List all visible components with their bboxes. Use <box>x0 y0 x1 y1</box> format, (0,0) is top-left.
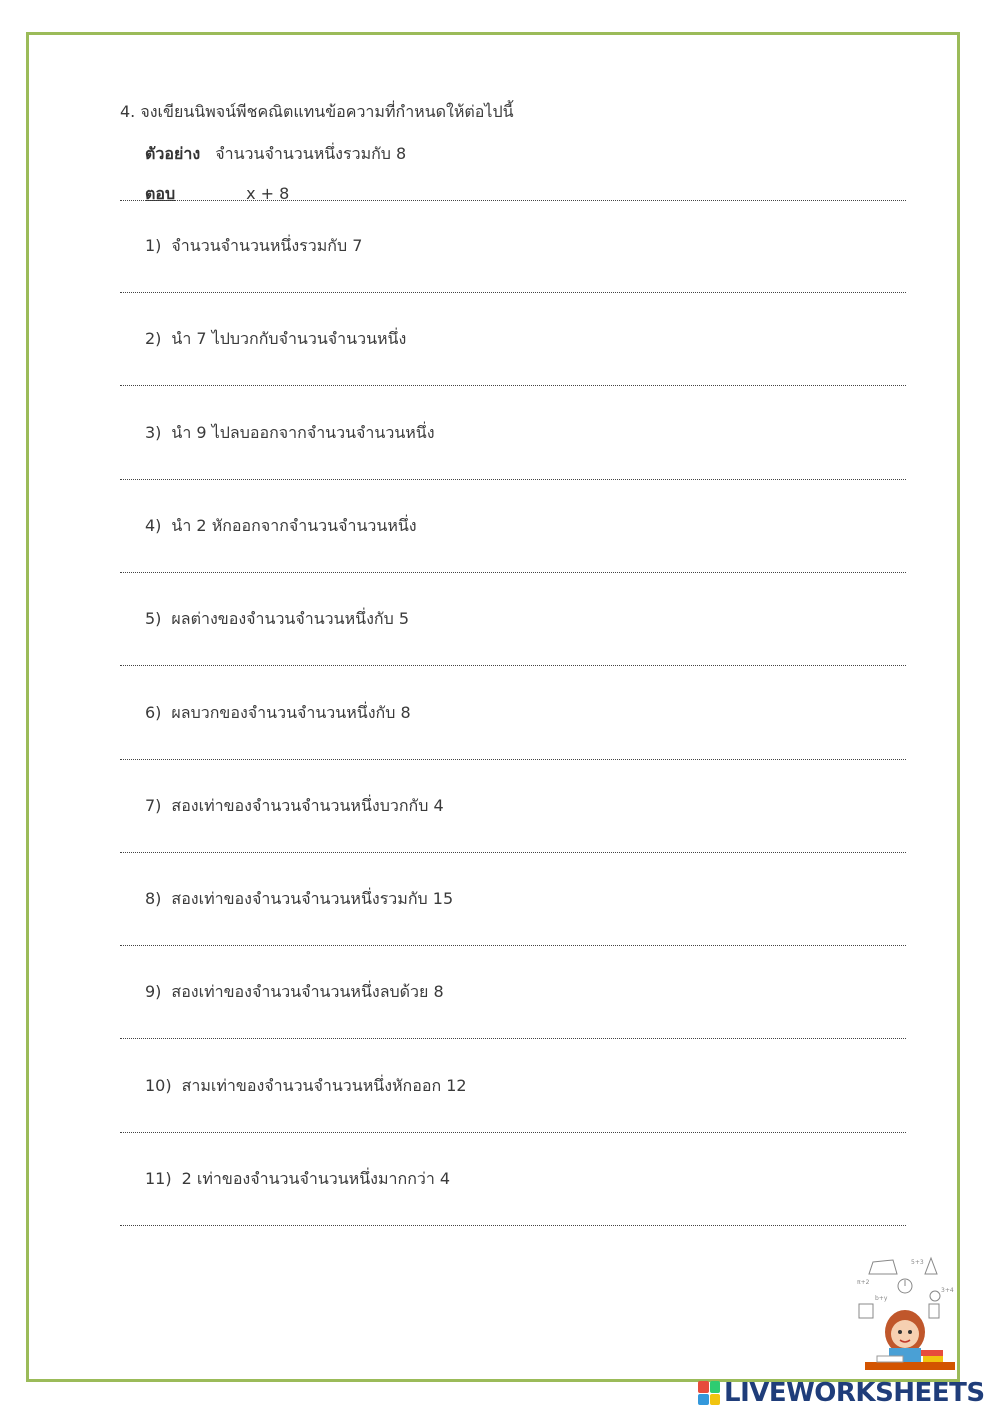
example-answer-text: x + 8 <box>246 184 290 203</box>
question-text: สองเท่าของจำนวนจำนวนหนึ่งรวมกับ 15 <box>171 889 454 909</box>
question-number: 3) <box>145 422 162 442</box>
answer-line[interactable] <box>120 479 906 480</box>
instruction-heading: 4. จงเขียนนิพจน์พีชคณิตแทนข้อความที่กำหนดให้ต่อไปนี้ <box>120 102 514 121</box>
question-item <box>145 234 362 259</box>
answer-line[interactable] <box>120 852 906 853</box>
answer-line[interactable] <box>120 1038 906 1039</box>
liveworksheets-logo <box>698 1378 985 1408</box>
question-text: จำนวนจำนวนหนึ่งรวมกับ 7 <box>171 236 363 255</box>
question-text: นำ 2 หักออกจากจำนวนจำนวนหนึ่ง <box>171 515 417 535</box>
example-text: จำนวนจำนวนหนึ่งรวมกับ 8 <box>215 144 407 163</box>
question-text: สองเท่าของจำนวนจำนวนหนึ่งบวกกับ 4 <box>171 795 444 815</box>
question-item <box>145 794 444 819</box>
svg-text:π+2: π+2 <box>857 1279 870 1286</box>
question-item <box>145 701 411 726</box>
question-text: 2 เท่าของจำนวนจำนวนหนึ่งมากกว่า 4 <box>181 1169 451 1188</box>
question-text: นำ 9 ไปลบออกจากจำนวนจำนวนหนึ่ง <box>171 422 435 442</box>
question-number: 9) <box>145 982 162 1002</box>
question-number: 6) <box>145 702 162 722</box>
example-answer-row <box>145 182 289 207</box>
question-text: สองเท่าของจำนวนจำนวนหนึ่งลบด้วย 8 <box>171 982 444 1002</box>
example-answer-line <box>120 200 906 201</box>
question-item <box>145 1167 450 1192</box>
answer-line[interactable] <box>120 945 906 946</box>
question-number: 2) <box>145 329 162 349</box>
question-text: นำ 7 ไปบวกกับจำนวนจำนวนหนึ่ง <box>171 329 407 349</box>
question-item <box>145 421 435 446</box>
question-number: 10) <box>145 1075 172 1095</box>
svg-text:5+3: 5+3 <box>911 1259 924 1266</box>
answer-line[interactable] <box>120 385 906 386</box>
logo-mark-icon <box>698 1381 720 1405</box>
question-item <box>145 514 417 539</box>
question-number: 7) <box>145 795 162 815</box>
example-label: ตัวอย่าง <box>145 144 201 163</box>
answer-line[interactable] <box>120 759 906 760</box>
answer-line[interactable] <box>120 1132 906 1133</box>
answer-line[interactable] <box>120 572 906 573</box>
question-item <box>145 607 409 632</box>
svg-text:b+y: b+y <box>875 1295 888 1302</box>
question-item <box>145 980 444 1005</box>
answer-line[interactable] <box>120 1225 906 1226</box>
question-number: 4) <box>145 515 162 535</box>
answer-label: ตอบ <box>145 184 176 203</box>
logo-text: LIVEWORKSHEETS <box>724 1378 985 1408</box>
svg-text:3+4: 3+4 <box>941 1287 954 1294</box>
student-illustration <box>855 1252 965 1382</box>
question-number: 5) <box>145 609 162 629</box>
question-number: 8) <box>145 889 162 909</box>
question-item <box>145 327 406 352</box>
question-item <box>145 887 453 912</box>
answer-line[interactable] <box>120 665 906 666</box>
example-row <box>145 142 406 167</box>
question-text: ผลบวกของจำนวนจำนวนหนึ่งกับ 8 <box>171 702 411 722</box>
question-text: ผลต่างของจำนวนจำนวนหนึ่งกับ 5 <box>171 609 409 629</box>
question-item <box>145 1074 467 1099</box>
answer-line[interactable] <box>120 292 906 293</box>
question-number: 11) <box>145 1169 172 1188</box>
question-text: สามเท่าของจำนวนจำนวนหนึ่งหักออก 12 <box>181 1075 467 1095</box>
question-number: 1) <box>145 236 162 255</box>
